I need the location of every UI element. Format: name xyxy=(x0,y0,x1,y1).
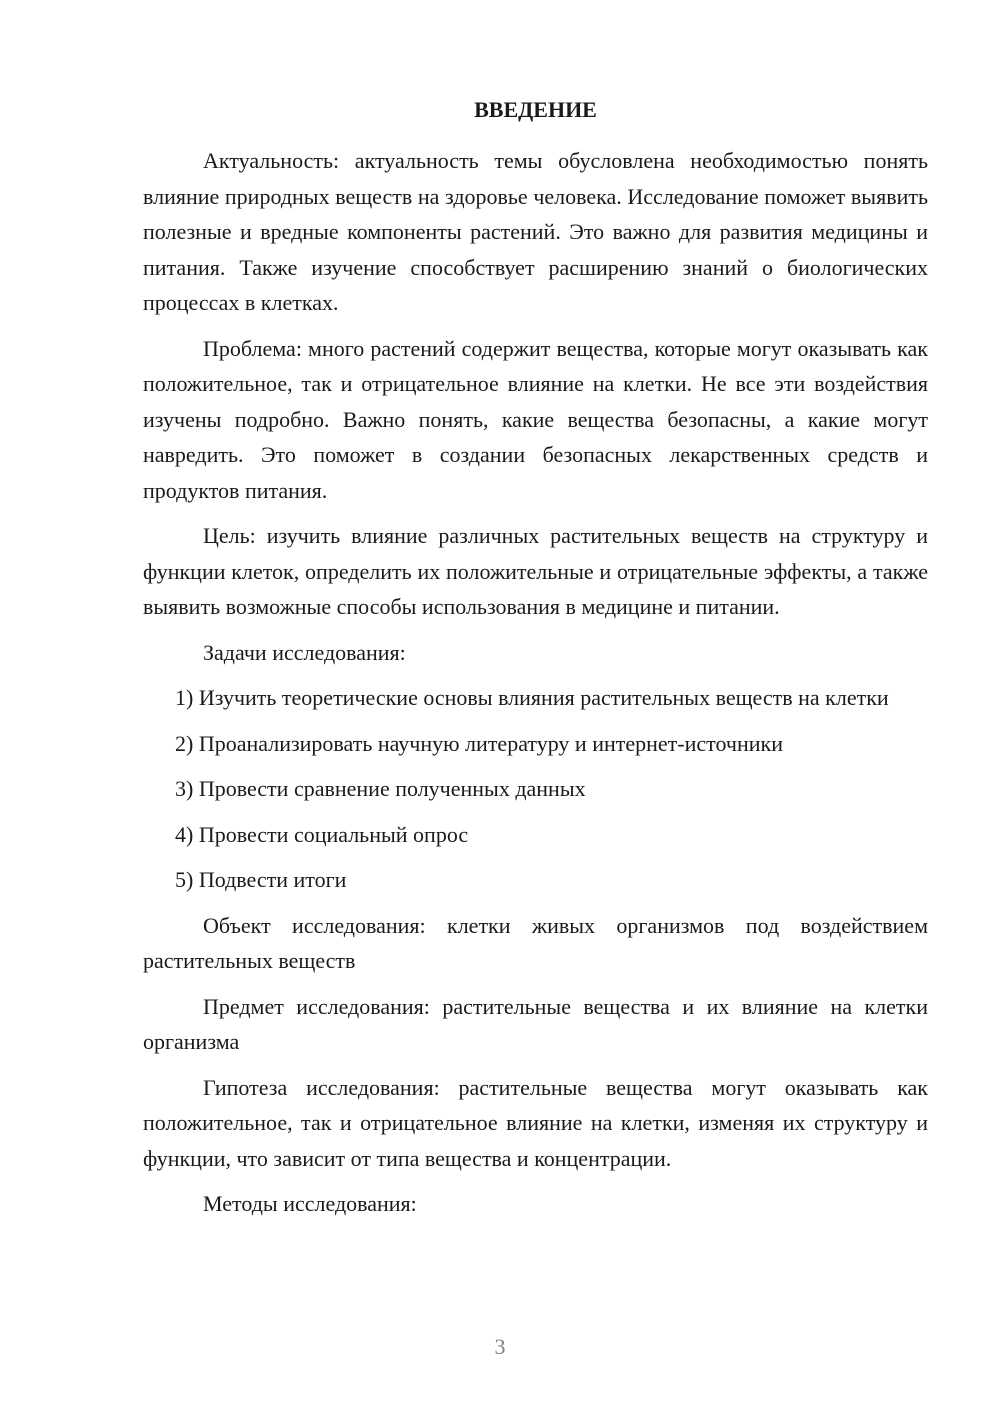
hypothesis-paragraph: Гипотеза исследования: растительные вещества могут оказывать как положительное, так и отрицательное влияние на клетки, изменяя их структуру и функции, что зависит от типа вещества и концентрации. xyxy=(143,1074,928,1171)
subject-paragraph: Предмет исследования: растительные вещества и их влияние на клетки организма xyxy=(143,993,928,1054)
tasks-heading: Задачи исследования: xyxy=(203,639,406,665)
section-title: ВВЕДЕНИЕ xyxy=(474,97,597,122)
problem-paragraph: Проблема: много растений содержит вещества, которые могут оказывать как положительное, так и отрицательное влияние на клетки. Не все эти воздействия изучены подробно. Важно понять, какие вещества безопасны, а какие могут навредить. Это поможет в создании безопасных лекарственных средств и продуктов питания. xyxy=(143,335,928,503)
document-page xyxy=(143,94,928,1232)
task-item-2: 2) Проанализировать научную литературу и интернет-источники xyxy=(175,730,783,756)
object-paragraph: Объект исследования: клетки живых организмов под воздействием растительных веществ xyxy=(143,912,928,973)
task-item-4: 4) Провести социальный опрос xyxy=(175,821,469,847)
task-item-5: 5) Подвести итоги xyxy=(175,867,347,892)
goal-paragraph: Цель: изучить влияние различных растительных веществ на структуру и функции клеток, определить их положительные и отрицательные эффекты, а также выявить возможные способы использования в медицине и питании. xyxy=(143,523,928,619)
task-item-3: 3) Провести сравнение полученных данных xyxy=(175,776,586,801)
methods-heading: Методы исследования: xyxy=(203,1191,417,1216)
task-item-1: 1) Изучить теоретические основы влияния растительных веществ на клетки xyxy=(175,685,889,710)
page-number: 3 xyxy=(494,1334,506,1359)
relevance-paragraph: Актуальность: актуальность темы обусловлена необходимостью понять влияние природных веществ на здоровье человека. Исследование поможет выявить полезные и вредные компоненты растений. Это важно для развития медицины и питания. Также изучение способствует расширению знаний о биологических процессах в клетках. xyxy=(143,148,928,315)
